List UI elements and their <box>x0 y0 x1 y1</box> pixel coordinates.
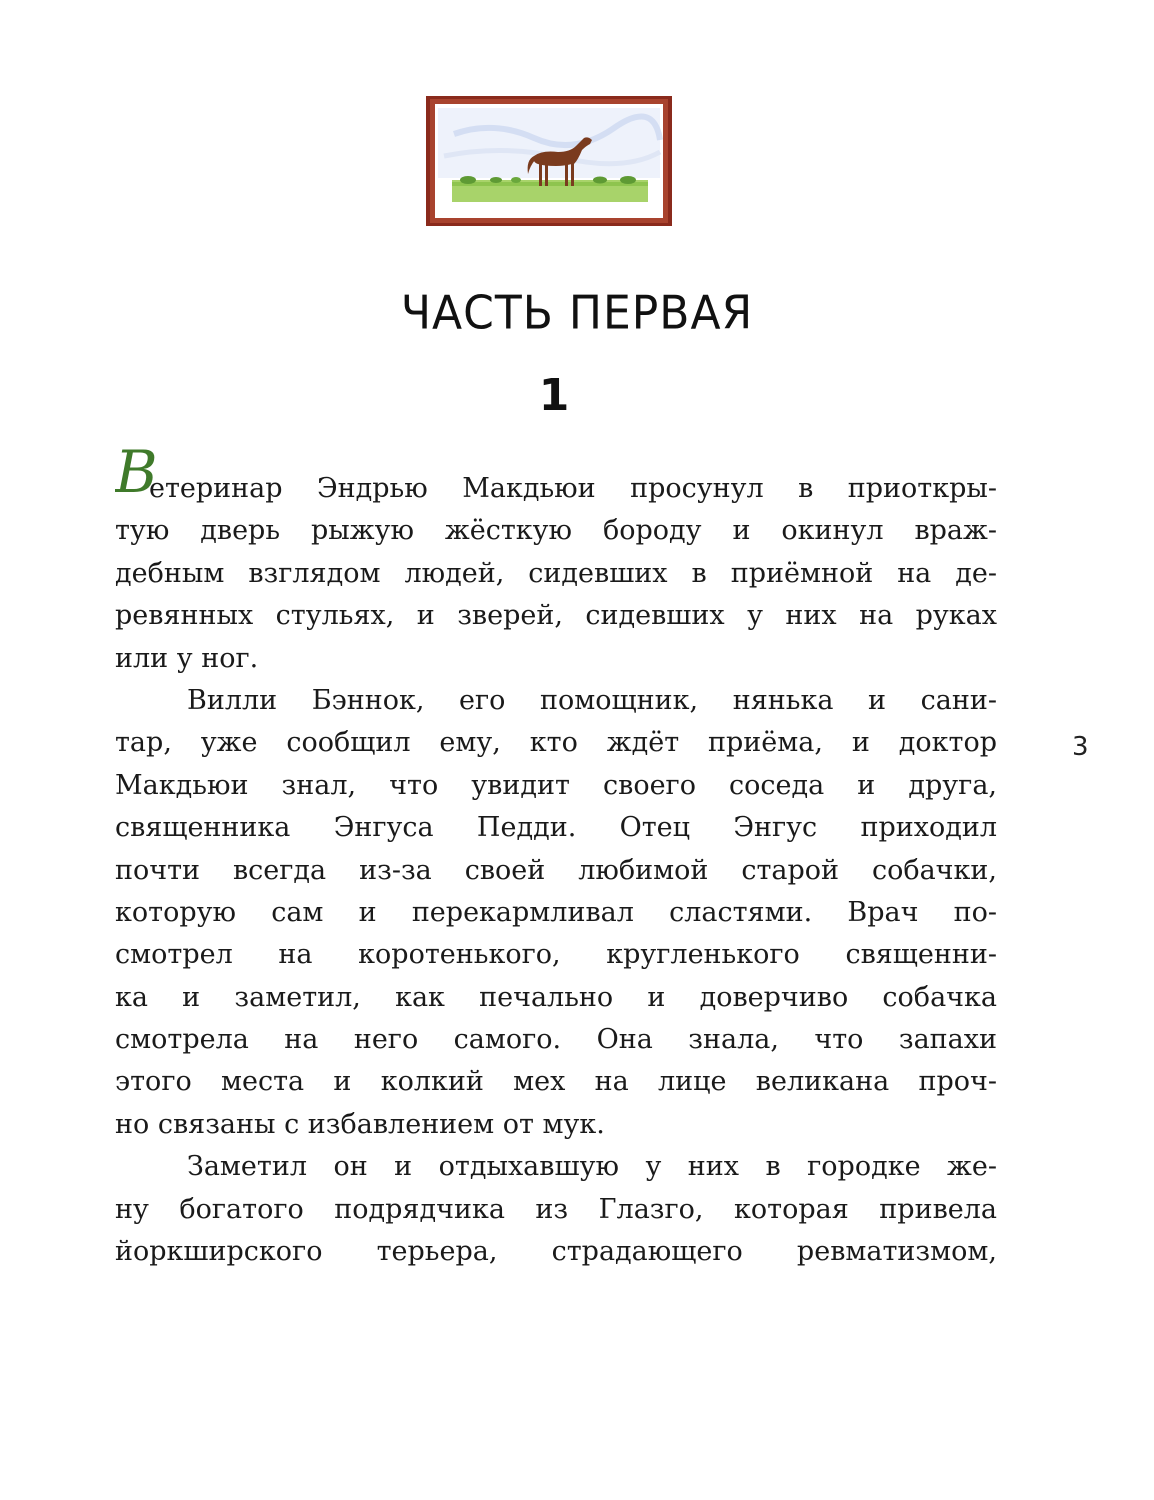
text-line: тую дверь рыжую жёсткую бороду и окинул враж- <box>115 515 997 547</box>
text-line: Вилли Бэннок, его помощник, нянька и сани- <box>187 684 997 716</box>
text-line: но связаны с избавлением от мук. <box>115 1108 605 1140</box>
part-title: ЧАСТЬ ПЕРВАЯ <box>400 286 754 341</box>
text-line: ну богатого подрядчика из Глазго, которая привела <box>115 1193 997 1225</box>
text-line: йоркширского терьера, страдающего ревматизмом, <box>115 1236 997 1268</box>
text-line: почти всегда из-за своей любимой старой собачки, <box>115 854 997 886</box>
text-line: священника Энгуса Педди. Отец Энгус приходил <box>115 812 997 844</box>
text-line: тар, уже сообщил ему, кто ждёт приёма, и доктор <box>115 727 997 759</box>
horse-vignette-icon <box>424 94 674 228</box>
text-line: или у ног. <box>115 642 259 674</box>
body-text <box>115 438 997 1273</box>
text-line: этого места и колкий мех на лице великана проч- <box>115 1066 997 1098</box>
text-line: Заметил он и отдыхавшую у них в городке же- <box>187 1151 997 1183</box>
page-number: 3 <box>1072 732 1089 762</box>
text-line: которую сам и перекармливал сластями. Врач по- <box>115 896 997 928</box>
text-line: смотрел на коротенького, кругленького священни- <box>115 939 997 971</box>
dropcap-letter-icon <box>115 438 155 500</box>
text-line: дебным взглядом людей, сидевших в приёмной на де- <box>115 557 997 589</box>
text-line: Макдьюи знал, что увидит своего соседа и друга, <box>115 769 997 801</box>
text-line: ревянных стульях, и зверей, сидевших у них на руках <box>115 600 997 632</box>
text-line: ка и заметил, как печально и доверчиво собачка <box>115 981 997 1013</box>
chapter-number: 1 <box>538 370 570 421</box>
text-line: етеринар Эндрью Макдьюи просунул в приоткры- <box>149 473 997 504</box>
dropcap-letter: В <box>115 438 155 500</box>
text-line: смотрела на него самого. Она знала, что запахи <box>115 1024 997 1056</box>
